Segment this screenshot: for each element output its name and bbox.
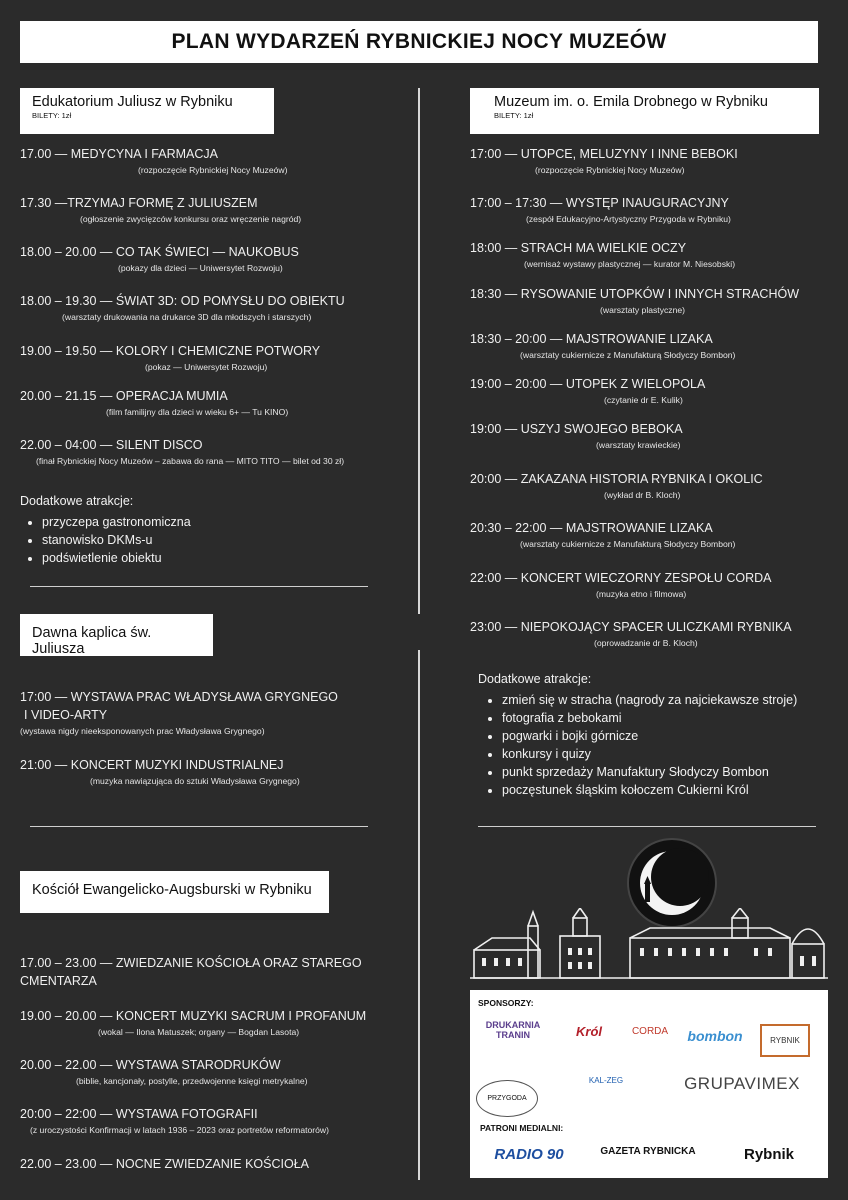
- venue-name: Dawna kaplica św. Juliusza: [32, 625, 152, 657]
- extra-item: • punkt sprzedaży Manufaktury Słodyczy Bombon: [502, 763, 797, 781]
- event-item: [470, 241, 735, 269]
- event-item: [20, 1058, 308, 1086]
- event-title: 21:00 — KONCERT MUZYKI INDUSTRIALNEJ: [20, 758, 284, 772]
- sponsor-logo: CORDA: [631, 1026, 669, 1037]
- event-title: 19:00 – 20:00 — UTOPEK Z WIELOPOLA: [470, 377, 706, 391]
- event-item: [470, 620, 792, 648]
- event-description: (wokal — Ilona Matuszek; organy — Bogdan Lasota): [98, 1027, 300, 1037]
- event-item: [20, 196, 301, 224]
- event-description: (rozpoczęcie Rybnickiej Nocy Muzeów): [535, 165, 685, 175]
- event-item: [470, 196, 731, 224]
- event-description: (pokaz — Uniwersytet Rozwoju): [145, 362, 268, 372]
- event-description: (muzyka etno i filmowa): [596, 589, 687, 599]
- extras-label: Dodatkowe atrakcje:: [478, 672, 592, 686]
- extra-item: • fotografia z bebokami: [502, 709, 797, 727]
- event-title: 20:30 – 22:00 — MAJSTROWANIE LIZAKA: [470, 521, 713, 535]
- event-item: [20, 147, 287, 175]
- media-logo: GAZETA RYBNICKA: [600, 1146, 696, 1157]
- event-title: 17.00 — MEDYCYNA I FARMACJA: [20, 147, 218, 161]
- venue-kosciol: [20, 871, 329, 913]
- section-divider: [30, 586, 368, 587]
- event-description: (wystawa nigdy nieeksponowanych prac Władysława Grygnego): [20, 726, 265, 736]
- venue-muzeum: [470, 88, 819, 134]
- extra-item: • zmień się w stracha (nagrody za najciekawsze stroje): [502, 691, 797, 709]
- section-divider: [30, 826, 368, 827]
- event-description: (czytanie dr E. Kulik): [604, 395, 683, 405]
- extra-item: • przyczepa gastronomiczna: [42, 513, 191, 531]
- event-title: 20.00 – 21.15 — OPERACJA MUMIA: [20, 389, 228, 403]
- event-title-cont: CMENTARZA: [20, 974, 97, 988]
- event-title: 18.00 – 19.30 — ŚWIAT 3D: OD POMYSŁU DO OBIEKTU: [20, 294, 345, 308]
- event-item: [470, 147, 738, 175]
- event-title: 17:00 — UTOPCE, MELUZYNY I INNE BEBOKI: [470, 147, 738, 161]
- city-skyline-icon: [470, 908, 828, 980]
- event-description: (z uroczystości Konfirmacji w latach 1936 – 2023 oraz portretów reformatorów): [30, 1125, 329, 1135]
- event-title: 18.00 – 20.00 — CO TAK ŚWIECI — NAUKOBUS: [20, 245, 299, 259]
- extra-item: • pogwarki i bojki górnicze: [502, 727, 797, 745]
- event-description: (muzyka nawiązująca do sztuki Władysława Grygnego): [90, 776, 300, 786]
- event-description: (warsztaty plastyczne): [600, 305, 686, 315]
- column-divider: [418, 88, 420, 614]
- event-title: 17.30 —TRZYMAJ FORMĘ Z JULIUSZEM: [20, 196, 258, 210]
- event-item: [470, 422, 683, 450]
- sponsor-logo: Król: [576, 1024, 602, 1039]
- column-divider-lower: [418, 650, 420, 1180]
- event-description: (film familijny dla dzieci w wieku 6+ — Tu KINO): [106, 407, 289, 417]
- event-description: (ogłoszenie zwycięzców konkursu oraz wręczenie nagród): [80, 214, 302, 224]
- sponsor-logo: RYBNIK: [760, 1024, 810, 1057]
- venue-kaplica: [20, 614, 213, 656]
- sponsor-logo: KAL-ZEG: [588, 1076, 624, 1085]
- event-item: [470, 287, 799, 315]
- event-item: [470, 472, 763, 500]
- media-patrons-label: PATRONI MEDIALNI:: [480, 1123, 564, 1133]
- event-description: (rozpoczęcie Rybnickiej Nocy Muzeów): [138, 165, 288, 175]
- event-title: 19.00 – 20.00 — KONCERT MUZYKI SACRUM I PROFANUM: [20, 1009, 367, 1023]
- event-description: (biblie, kancjonały, postylle, przedwojenne księgi metrykalne): [76, 1076, 308, 1086]
- sponsors-label: SPONSORZY:: [478, 998, 534, 1008]
- event-title: 19:00 — USZYJ SWOJEGO BEBOKA: [470, 422, 683, 436]
- event-description: (warsztaty drukowania na drukarce 3D dla młodszych i starszych): [62, 312, 312, 322]
- event-title: 22.00 – 23.00 — NOCNE ZWIEDZANIE KOŚCIOŁA: [20, 1157, 309, 1171]
- event-item: [20, 438, 344, 466]
- event-description: (wernisaż wystawy plastycznej — kurator M. Niesobski): [524, 259, 736, 269]
- venue-name: Muzeum im. o. Emila Drobnego w Rybniku: [494, 94, 768, 110]
- media-logo: Rybnik: [743, 1146, 794, 1163]
- event-item: [20, 344, 320, 372]
- event-description: (warsztaty cukiernicze z Manufakturą Słodyczy Bombon): [520, 539, 736, 549]
- event-item: [20, 389, 288, 417]
- section-divider: [478, 826, 816, 827]
- event-title: 17.00 – 23.00 — ZWIEDZANIE KOŚCIOŁA ORAZ STAREGO: [20, 956, 362, 970]
- event-item: [20, 245, 299, 273]
- extra-item: • poczęstunek śląskim kołoczem Cukierni Król: [502, 781, 797, 799]
- event-title: 20:00 — ZAKAZANA HISTORIA RYBNIKA I OKOLIC: [470, 472, 763, 486]
- event-item: [20, 1107, 329, 1135]
- event-description: (oprowadzanie dr B. Kloch): [594, 638, 698, 648]
- event-description: (pokazy dla dzieci — Uniwersytet Rozwoju): [118, 263, 283, 273]
- event-title: 20:00 – 22:00 — WYSTAWA FOTOGRAFII: [20, 1107, 258, 1121]
- event-title: 20.00 – 22.00 — WYSTAWA STARODRUKÓW: [20, 1058, 281, 1072]
- extras-edukatorium: [20, 494, 191, 567]
- event-title: 22:00 — KONCERT WIECZORNY ZESPOŁU CORDA: [470, 571, 772, 585]
- event-title: 22.00 – 04:00 — SILENT DISCO: [20, 438, 203, 452]
- page-title: PLAN WYDARZEŃ RYBNICKIEJ NOCY MUZEÓW: [20, 21, 818, 63]
- event-title: 19.00 – 19.50 — KOLORY I CHEMICZNE POTWORY: [20, 344, 321, 358]
- event-description: (finał Rybnickiej Nocy Muzeów – zabawa do rana — MITO TITO — bilet od 30 zł): [36, 456, 345, 466]
- event-title: 18:30 — RYSOWANIE UTOPKÓW I INNYCH STRACHÓW: [470, 287, 799, 301]
- venue-tickets: BILETY: 1zł: [494, 111, 534, 120]
- venue-name: Kościół Ewangelicko-Augsburski w Rybniku: [32, 882, 312, 898]
- event-title-cont: I VIDEO-ARTY: [24, 708, 108, 722]
- event-title: 17:00 — WYSTAWA PRAC WŁADYSŁAWA GRYGNEGO: [20, 690, 338, 704]
- event-title: 23:00 — NIEPOKOJĄCY SPACER ULICZKAMI RYBNIKA: [470, 620, 792, 634]
- event-title: 18:30 – 20:00 — MAJSTROWANIE LIZAKA: [470, 332, 713, 346]
- sponsor-logo: GRUPAVIMEX: [684, 1074, 800, 1093]
- event-item: [20, 1157, 309, 1171]
- sponsor-logo: DRUKARNIA TRANIN: [485, 1020, 541, 1040]
- event-description: (wykład dr B. Kloch): [604, 490, 681, 500]
- sponsors-panel: [470, 990, 828, 1178]
- venue-edukatorium: [20, 88, 274, 134]
- sponsor-logo: bombon: [687, 1028, 743, 1044]
- extras-muzeum: [478, 672, 797, 799]
- event-item: [20, 294, 345, 322]
- event-item: [20, 758, 300, 786]
- event-item: [20, 1009, 366, 1037]
- event-item: [470, 521, 735, 549]
- event-item: [470, 377, 705, 405]
- event-title: 17:00 – 17:30 — WYSTĘP INAUGURACYJNY: [470, 196, 729, 210]
- venue-tickets: BILETY: 1zł: [32, 111, 72, 120]
- event-description: (warsztaty cukiernicze z Manufakturą Słodyczy Bombon): [520, 350, 736, 360]
- event-description: (warsztaty krawieckie): [596, 440, 681, 450]
- extra-item: • stanowisko DKMs-u: [42, 531, 191, 549]
- event-title: 18:00 — STRACH MA WIELKIE OCZY: [470, 241, 687, 255]
- extras-label: Dodatkowe atrakcje:: [20, 494, 134, 508]
- event-item: [20, 690, 338, 736]
- extra-item: • podświetlenie obiektu: [42, 549, 191, 567]
- media-logo: RADIO 90: [494, 1146, 564, 1163]
- event-item: [470, 571, 771, 599]
- extra-item: • konkursy i quizy: [502, 745, 797, 763]
- sponsor-logo: PRZYGODA: [476, 1080, 538, 1117]
- event-item: [20, 956, 362, 988]
- event-description: (zespół Edukacyjno-Artystyczny Przygoda w Rybniku): [526, 214, 731, 224]
- event-item: [470, 332, 735, 360]
- venue-name: Edukatorium Juliusz w Rybniku: [32, 94, 233, 110]
